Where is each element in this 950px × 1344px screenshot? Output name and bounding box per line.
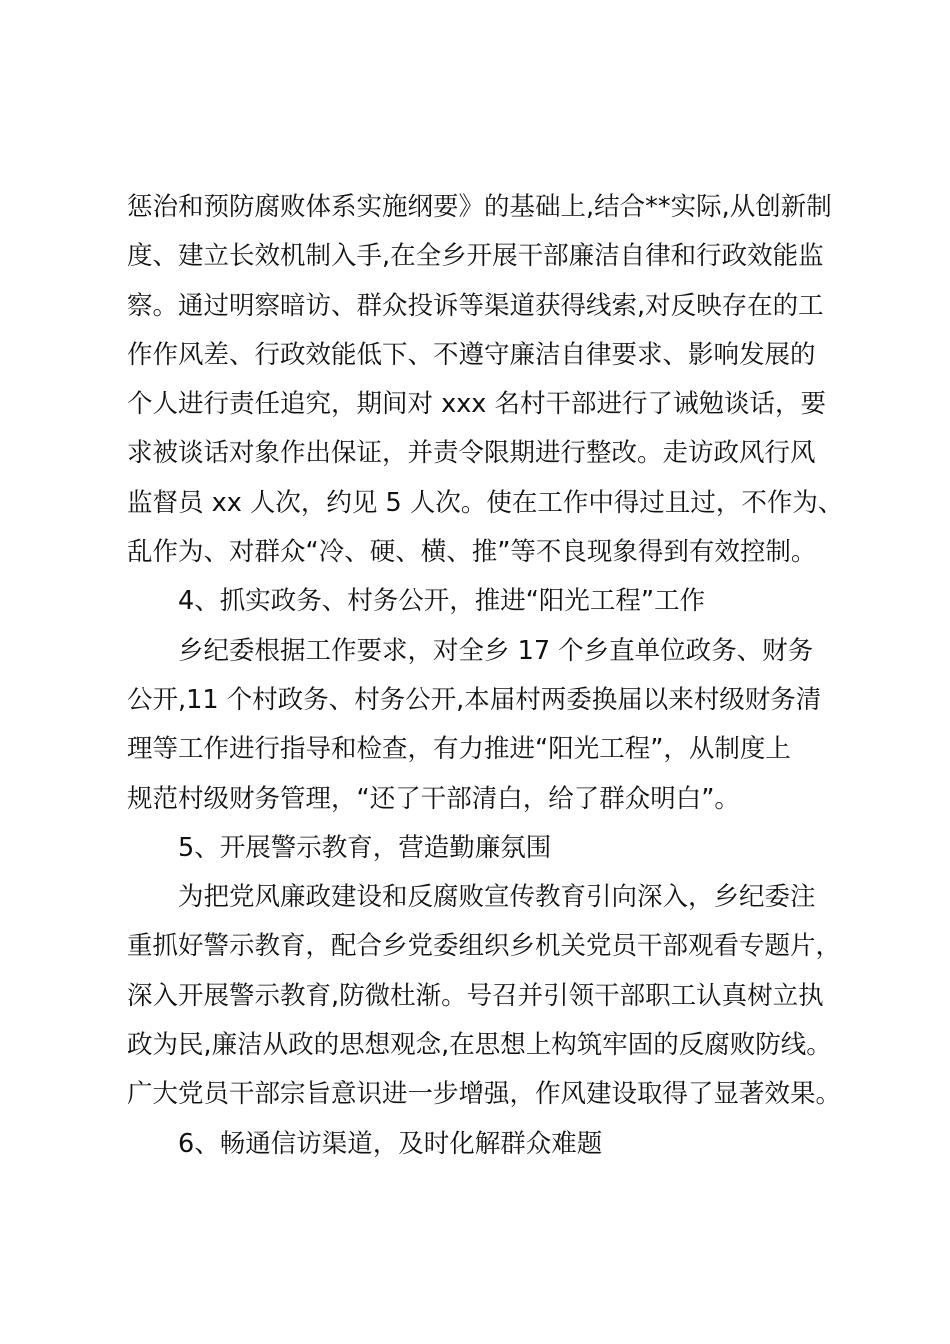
paragraph-first-line: 为把党风廉政建设和反腐败宣传教育引向深入，乡纪委注 (178, 882, 816, 913)
text-line: 广大党员干部宗旨意识进一步增强，作风建设取得了显著效果。 (127, 1079, 842, 1110)
text-line: 个人进行责任追究，期间对 xxx 名村干部进行了诫勉谈话，要 (127, 389, 826, 420)
paragraph-first-line: 乡纪委根据工作要求，对全乡 17 个乡直单位政务、财务 (178, 635, 814, 666)
text-line: 察。通过明察暗访、群众投诉等渠道获得线索,对反映存在的工 (127, 290, 824, 321)
text-line: 理等工作进行指导和检查，有力推进“阳光工程”，从制度上 (127, 734, 791, 765)
text-line: 求被谈话对象作出保证，并责令限期进行整改。走访政风行风 (127, 438, 816, 469)
text-line: 惩治和预防腐败体系实施纲要》的基础上,结合**实际,从创新制 (127, 192, 832, 222)
section-heading: 6、畅通信访渠道，及时化解群众难题 (178, 1128, 603, 1159)
text-line: 公开,11 个村政务、村务公开,本届村两委换届以来村级财务清 (127, 684, 822, 715)
text-line: 深入开展警示教育,防微杜渐。号召并引领干部职工认真树立执 (127, 980, 824, 1011)
text-line: 乱作为、对群众“冷、硬、横、推”等不良现象得到有效控制。 (127, 537, 817, 568)
text-line: 作作风差、行政效能低下、不遵守廉洁自律要求、影响发展的 (127, 339, 816, 370)
text-line: 规范村级财务管理，“还了干部清白，给了群众明白”。 (127, 783, 740, 814)
text-line: 度、建立长效机制入手,在全乡开展干部廉洁自律和行政效能监 (127, 241, 824, 272)
text-line: 政为民,廉洁从政的思想观念,在思想上构筑牢固的反腐败防线。 (127, 1030, 832, 1061)
document-body (127, 183, 844, 1169)
text-line: 监督员 xx 人次，约见 5 人次。使在工作中得过且过，不作为、 (127, 487, 844, 518)
section-heading: 4、抓实政务、村务公开，推进“阳光工程”工作 (178, 586, 706, 617)
text-line: 重抓好警示教育，配合乡党委组织乡机关党员干部观看专题片， (127, 931, 842, 962)
section-heading: 5、开展警示教育，营造勤廉氛围 (178, 832, 552, 863)
